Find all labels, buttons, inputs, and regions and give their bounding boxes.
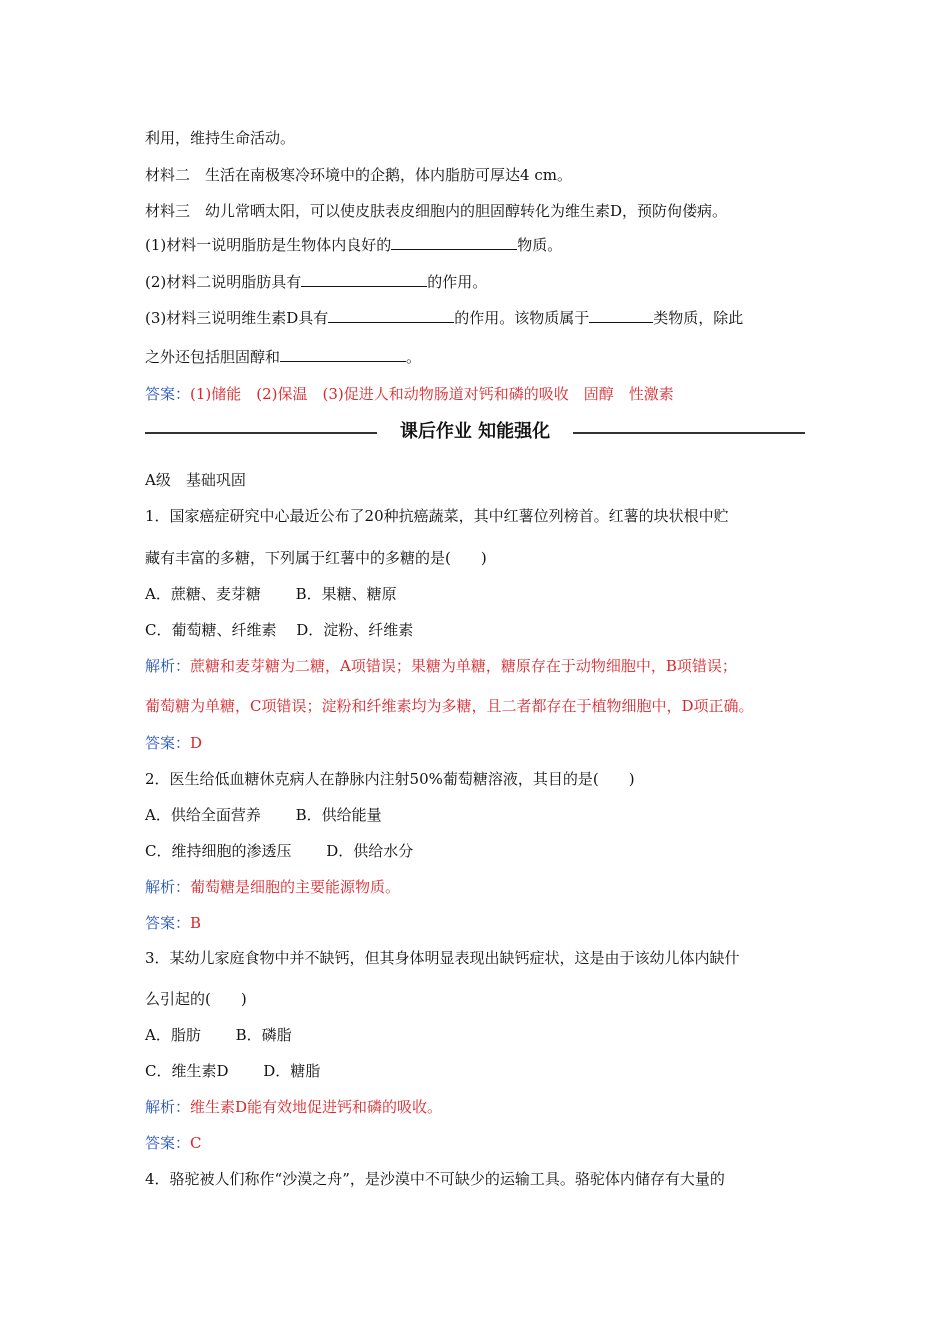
question-text: 。 (406, 348, 422, 366)
answer-blank (328, 308, 454, 323)
q1-analysis-2: 葡萄糖为单糖，C项错误；淀粉和纤维素均为多糖，且二者都存在于植物细胞中，D项正确。 (145, 697, 754, 715)
question-text: 物质。 (517, 236, 563, 254)
q1-options-ab: A．蔗糖、麦芽糖 B．果糖、糖原 (145, 585, 397, 603)
q3-stem-2: 么引起的( ) (145, 990, 247, 1008)
q1-answer (145, 733, 202, 753)
answer-blank (280, 347, 406, 362)
q3-options-ab: A．脂肪 B．磷脂 (145, 1026, 292, 1044)
answer-value: D (190, 734, 203, 752)
q2-options-cd: C．维持细胞的渗透压 D．供给水分 (145, 842, 414, 860)
divider-rule-right (573, 432, 805, 434)
q1-stem-2: 藏有丰富的多糖，下列属于红薯中的多糖的是( ) (145, 549, 487, 567)
intro-line-1: 利用，维持生命活动。 (145, 129, 296, 147)
answer-blank (301, 272, 427, 287)
analysis-text: 蔗糖和麦芽糖为二糖，A项错误；果糖为单糖，糖原存在于动物细胞中，B项错误； (190, 657, 737, 675)
answer-blank (589, 308, 653, 323)
question-3-sub-cont (145, 347, 421, 367)
answer-label: 答案： (145, 914, 191, 932)
q2-stem-1: 2．医生给低血糖休克病人在静脉内注射50%葡萄糖溶液，其目的是( ) (145, 770, 635, 788)
analysis-label: 解析： (145, 878, 191, 896)
question-text: 的作用。该物质属于 (454, 309, 590, 327)
analysis-text: 维生素D能有效地促进钙和磷的吸收。 (190, 1098, 443, 1116)
analysis-text: 葡萄糖是细胞的主要能源物质。 (190, 878, 401, 896)
question-text: 之外还包括胆固醇和 (145, 348, 281, 366)
question-2-sub (145, 272, 487, 292)
question-text: 的作用。 (427, 273, 488, 291)
q1-analysis-1 (145, 656, 737, 676)
question-1-sub (145, 235, 562, 255)
q2-options-ab: A．供给全面营养 B．供给能量 (145, 806, 382, 824)
answer-label: 答案： (145, 1134, 191, 1152)
section-divider (145, 420, 805, 444)
answer-value: B (190, 914, 202, 932)
analysis-label: 解析： (145, 1098, 191, 1116)
answer-blank (391, 235, 517, 250)
section-title: 课后作业 知能强化 (399, 421, 551, 442)
q3-options-cd: C．维生素D D．糖脂 (145, 1062, 321, 1080)
q3-answer (145, 1133, 202, 1153)
q1-stem-1: 1．国家癌症研究中心最近公布了20种抗癌蔬菜，其中红薯位列榜首。红薯的块状根中贮 (145, 507, 729, 525)
answer-label: 答案： (145, 734, 191, 752)
question-text: (2)材料二说明脂肪具有 (145, 273, 302, 291)
material-two: 材料二 生活在南极寒冷环境中的企鹅，体内脂肪可厚达4 cm。 (145, 166, 572, 184)
q3-stem-1: 3．某幼儿家庭食物中并不缺钙，但其身体明显表现出缺钙症状，这是由于该幼儿体内缺什 (145, 949, 740, 967)
q2-answer (145, 913, 201, 933)
analysis-label: 解析： (145, 657, 191, 675)
intro-answer (145, 384, 674, 404)
question-text: (1)材料一说明脂肪是生物体内良好的 (145, 236, 392, 254)
answer-label: 答案： (145, 385, 191, 403)
q1-options-cd: C．葡萄糖、纤维素 D．淀粉、纤维素 (145, 621, 414, 639)
divider-rule-left (145, 432, 377, 434)
q3-analysis (145, 1097, 442, 1117)
material-three: 材料三 幼儿常晒太阳，可以使皮肤表皮细胞内的胆固醇转化为维生素D，预防佝偻病。 (145, 202, 728, 220)
q4-stem-1: 4．骆驼被人们称作“沙漠之舟”，是沙漠中不可缺少的运输工具。骆驼体内储存有大量的 (145, 1170, 725, 1188)
answer-text: (1)储能 (2)保温 (3)促进人和动物肠道对钙和磷的吸收 固醇 性激素 (190, 385, 674, 403)
q2-analysis (145, 877, 400, 897)
answer-value: C (190, 1134, 202, 1152)
question-3-sub (145, 308, 743, 328)
question-text: 类物质，除此 (653, 309, 744, 327)
level-heading: A级 基础巩固 (145, 471, 246, 489)
question-text: (3)材料三说明维生素D具有 (145, 309, 329, 327)
